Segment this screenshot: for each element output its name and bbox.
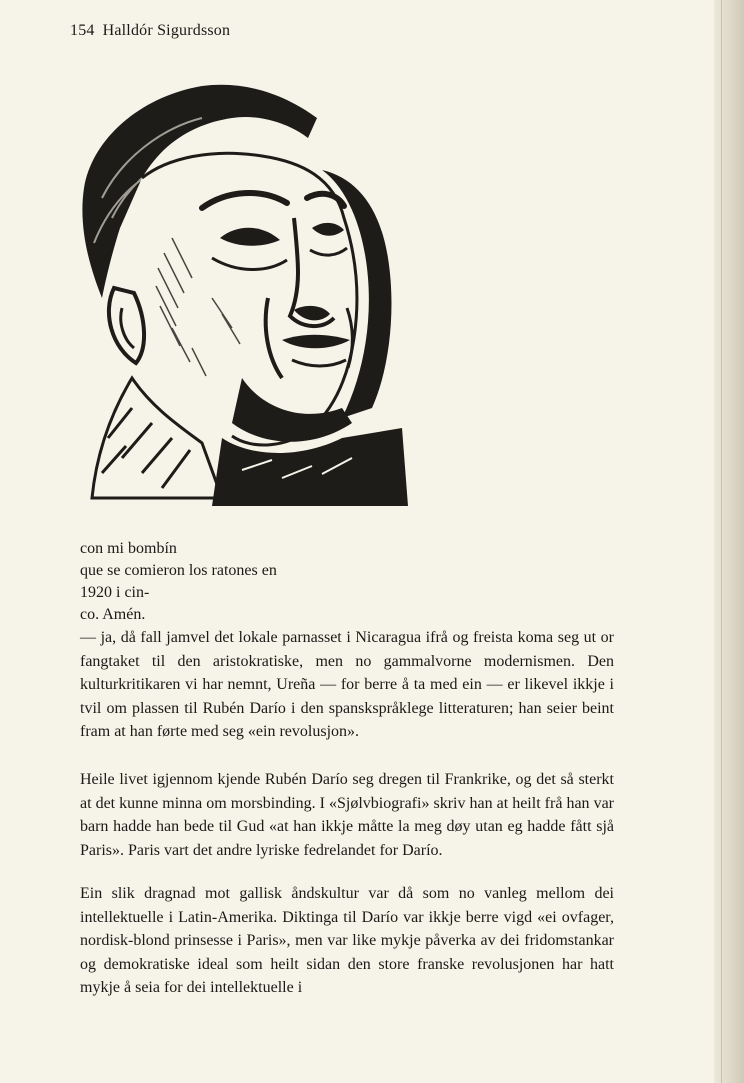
poem-line: 1920 i cin- (80, 584, 150, 601)
paragraph-text: Heile livet igjennom kjende Rubén Darío seg dregen til Frankrike, og det så sterkt at det kunne minna om morsbinding. I «Sjølvbiografi» skriv han at heilt frå han var barn hadde han bede til Gud «at han ikkje måtte la meg døy utan eg hadde fått sjå Paris». Paris vart det andre lyriske fedrelandet for Darío. (80, 771, 614, 859)
paragraph-3 (80, 882, 614, 1000)
poem-line: con mi bombín (80, 540, 177, 557)
running-head (70, 22, 230, 40)
paragraph-text: Ein slik dragnad mot gallisk åndskultur var då som no vanleg mellom dei intellektuelle i Latin-Amerika. Diktinga til Darío var ikkje berre vigd «ei ovfager, nordisk-blond prinsesse i Paris», men var like mykje påverka av dei fridomstankar og demokratiske ideal som heilt sidan den store franske revolusjonen har hatt mykje å seia for dei intellektuelle i (80, 885, 614, 996)
author-name: Halldór Sigurdsson (102, 22, 231, 39)
page-number: 154 (70, 22, 95, 39)
poem-line: que se comieron los ratones en (80, 562, 277, 579)
paragraph-1 (80, 626, 614, 744)
page-edge-line (721, 0, 722, 1083)
portrait-sketch-icon (72, 78, 408, 506)
page-edge (714, 0, 744, 1083)
paragraph-text: — ja, då fall jamvel det lokale parnasset i Nicaragua ifrå og freista koma seg ut or fangtaket til den aristokratiske, men no gammalvorne modernismen. Den kulturkritikaren vi har nemnt, Ureña — for berre å ta med ein — er likevel ikkje i tvil om plassen til Rubén Darío i den spanskspråklege litteraturen; han seier beint fram at han førte med seg «ein revolusjon». (80, 629, 614, 740)
poem-line: co. Amén. (80, 606, 146, 623)
poem-quote (80, 538, 380, 626)
paragraph-2 (80, 768, 614, 862)
